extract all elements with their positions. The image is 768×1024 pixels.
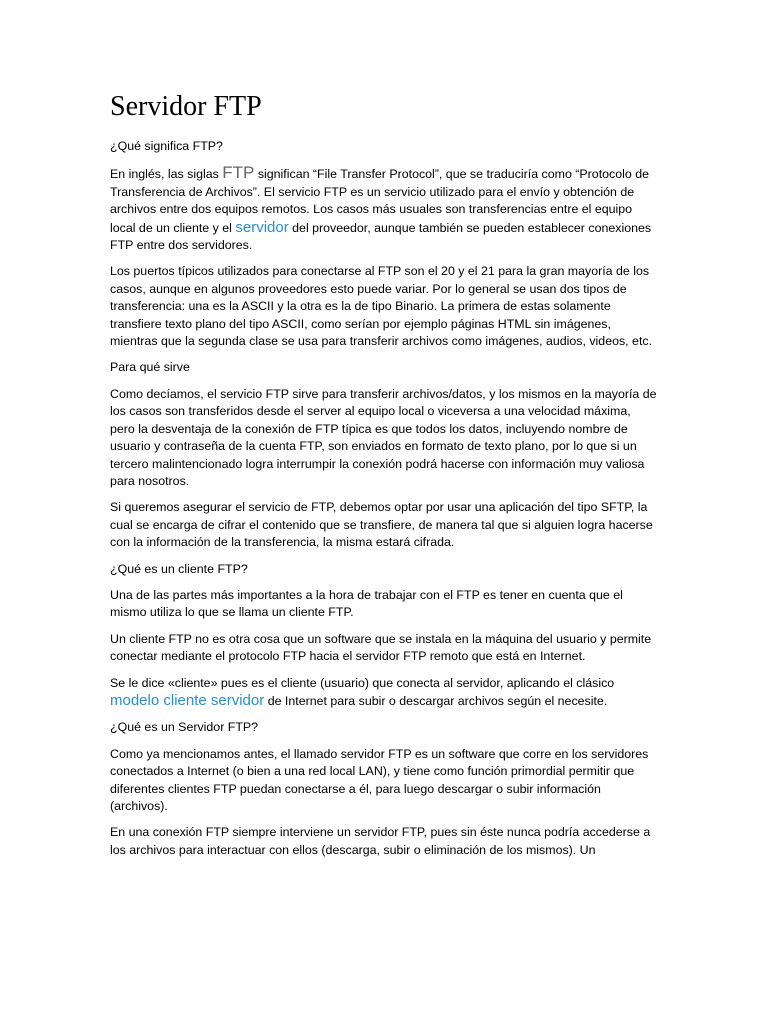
question-heading: ¿Qué significa FTP? <box>110 139 223 153</box>
text-run: de Internet para subir o descargar archivos según el necesite. <box>264 693 608 708</box>
paragraph-cliente-ftp: Una de las partes más importantes a la hora de trabajar con el FTP es tener en cuenta que el mismo utiliza lo que se llama un cliente FTP. <box>110 587 623 620</box>
section-heading: Para qué sirve <box>110 360 190 375</box>
ftp-highlight: FTP <box>222 163 255 183</box>
paragraph-transferencia: Como decíamos, el servicio FTP sirve para transferir archivos/datos, y los mismos en la mayoría de los casos son transferidos desde el server al equipo local o viceversa a una velocidad máxima, pero la desventaja de la conexión de FTP típica es que todos los datos, incluyendo nombre de usuario y contraseña de la cuenta FTP, son enviados en formato de texto plano, por lo que si un tercero malintencionado logra interrumpir la conexión podrá hacerse con información muy valiosa para nosotros. <box>110 386 657 488</box>
paragraph-sftp: Si queremos asegurar el servicio de FTP, debemos optar por usar una aplicación del tipo SFTP, la cual se encarga de cifrar el contenido que se transfiere, de manera tal que si alguien logra hacerse con la información de la transferencia, la misma estará cifrada. <box>110 500 653 550</box>
paragraph-cliente-modelo <box>110 675 658 711</box>
paragraph-intro <box>110 164 658 254</box>
paragraph-servidor-ftp: Como ya mencionamos antes, el llamado servidor FTP es un software que corre en los servidores conectados a Internet (o bien a una red local LAN), y tiene como función primordial permitir que diferentes clientes FTP puedan conectarse a él, para luego descargar o subir información (archivos). <box>110 746 649 813</box>
page-title: Servidor FTP <box>110 91 262 122</box>
text-run: En inglés, las siglas <box>110 167 223 182</box>
paragraph-conexion-ftp: En una conexión FTP siempre interviene un servidor FTP, pues sin éste nunca podría accederse a los archivos para interactuar con ellos (descarga, subir o eliminación de los mismos). Un <box>110 825 651 857</box>
servidor-link[interactable]: servidor <box>235 218 289 236</box>
paragraph-puertos: Los puertos típicos utilizados para conectarse al FTP son el 20 y el 21 para la gran mayoría de los casos, aunque en algunos proveedores esto puede variar. Por lo general se usan dos tipos de transferencia: una es la ASCII y la otra es la de tipo Binario. La primera de estas solamente transfiere texto plano del tipo ASCII, como serían por ejemplo páginas HTML sin imágenes, mientras que la segunda clase se usa para transferir archivos como imágenes, audios, videos, etc. <box>110 264 653 349</box>
question-heading: ¿Qué es un cliente FTP? <box>110 561 248 576</box>
text-run: Se le dice «cliente» pues es el cliente (usuario) que conecta al servidor, aplicando el clásico <box>110 675 615 690</box>
text-run: significan “File Transfer Protocol”, que se traduciría como “Protocolo de Transferencia de Archivos”. El servicio FTP es un servicio utilizado para el envío y obtención de archivos entre dos equipos remotos. Los casos más usuales son transferencias entre el equipo local de un cliente y el <box>110 167 649 235</box>
paragraph-cliente-software: Un cliente FTP no es otra cosa que un software que se instala en la máquina del usuario y permite conectar mediante el protocolo FTP hacia el servidor FTP remoto que está en Internet. <box>110 631 652 664</box>
text-run: del proveedor, aunque también se pueden establecer conexiones FTP entre dos servidores. <box>110 220 652 253</box>
modelo-cliente-servidor-link[interactable]: modelo cliente servidor <box>110 691 265 709</box>
question-heading: ¿Qué es un Servidor FTP? <box>110 720 259 735</box>
